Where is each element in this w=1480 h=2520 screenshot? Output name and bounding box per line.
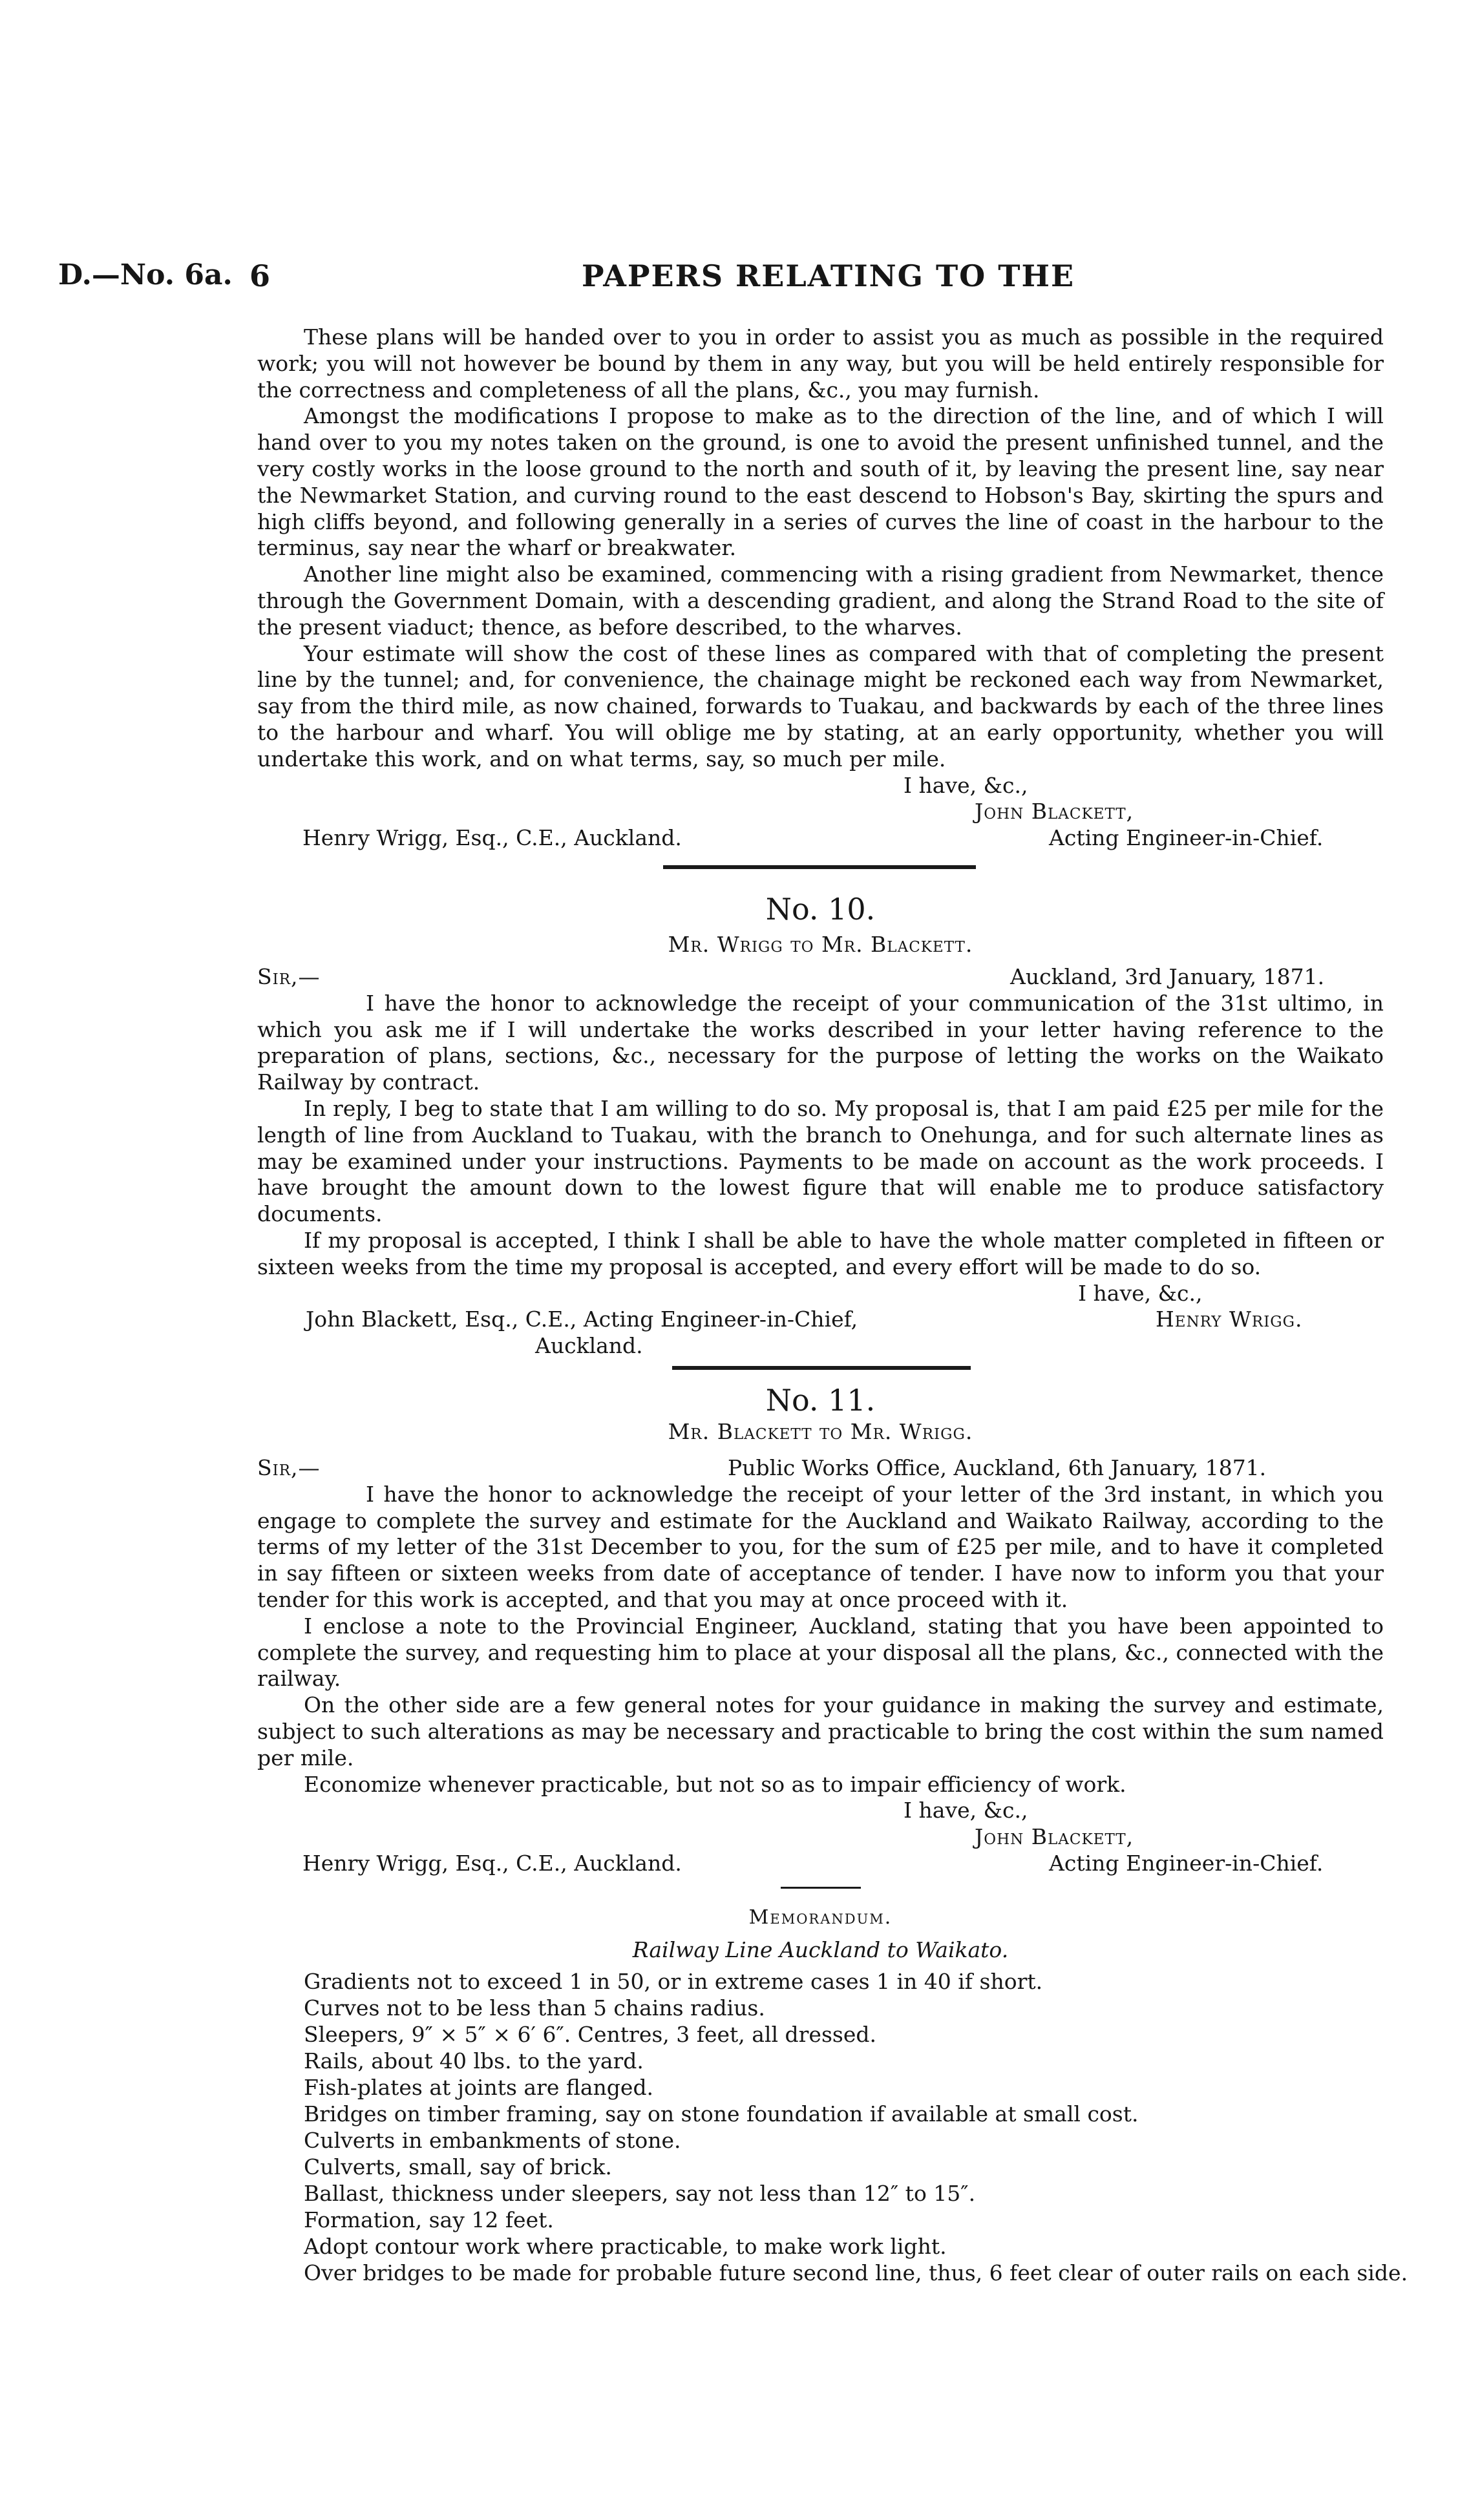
running-title: PAPERS RELATING TO THE (582, 258, 1075, 293)
memorandum-list (304, 1968, 1408, 2286)
paragraph: I have the honor to acknowledge the receipt of your communication of the 31st ultimo, in which you ask me if I will undertake the works described in your letter having reference to the preparation of plans, sections, &c., necessary for the purpose of letting the works on the Waikato Railway by contract. (257, 990, 1384, 1095)
addressee-block (257, 1307, 1384, 1333)
signature-block (257, 799, 1384, 825)
list-item: Curves not to be less than 5 chains radius. (304, 1995, 765, 2021)
signature: John Blackett, (975, 799, 1134, 824)
letter-10-body (257, 964, 1384, 1360)
paragraph: I enclose a note to the Provincial Engineer, Auckland, stating that you have been appointed to complete the survey, and requesting him to place at your disposal all the plans, &c., connected with the railway. (257, 1613, 1384, 1692)
list-item: Culverts, small, say of brick. (304, 2154, 612, 2179)
list-item: Culverts in embankments of stone. (304, 2128, 681, 2153)
list-item: Ballast, thickness under sleepers, say not less than 12″ to 15″. (304, 2181, 976, 2206)
letter-11-heading (257, 1419, 1384, 1444)
letter-number: No. 11. (765, 1383, 876, 1418)
signature: John Blackett, (975, 1824, 1134, 1850)
running-header (58, 258, 1422, 297)
section-divider (781, 1887, 861, 1889)
salutation-line (257, 1455, 1384, 1482)
list-item: Rails, about 40 lbs. to the yard. (304, 2048, 644, 2074)
section-divider (672, 1366, 971, 1370)
list-item: Formation, say 12 feet. (304, 2207, 554, 2232)
letter-heading: Mr. Wrigg to Mr. Blackett. (668, 932, 973, 957)
addressee-city: Auckland. (535, 1333, 643, 1359)
letter-10-number (257, 892, 1384, 927)
letter-11-body (257, 1455, 1384, 1877)
paragraph: Your estimate will show the cost of these lines as compared with that of completing the present line by the tunnel; and, for convenience, the chainage might be reckoned each way from Newmarket, say from the third mile, as now chained, forwards to Tuakau, and backwards by each of the three lines to the harbour and wharf. You will oblige me by stating, at an early opportunity, whether you will undertake this work, and on what terms, say, so much per mile. (257, 640, 1384, 772)
list-item: Over bridges to be made for probable future second line, thus, 6 feet clear of outer rails on each side. (304, 2260, 1408, 2285)
list-item: Adopt contour work where practicable, to make work light. (304, 2234, 947, 2259)
letter-10-heading (257, 932, 1384, 957)
paragraph: In reply, I beg to state that I am willing to do so. My proposal is, that I am paid £25 per mile for the length of line from Auckland to Tuakau, with the branch to Onehunga, and for such alternate lines as may be examined under your instructions. Payments to be made on account as the work proceeds. I have brought the amount down to the lowest figure that will enable me to produce satisfactory documents. (257, 1095, 1384, 1227)
paragraph: Amongst the modifications I propose to make as to the direction of the line, and of which I will hand over to you my notes taken on the ground, is one to avoid the present unfinished tunnel, and the very costly works in the loose ground to the north and south of it, by leaving the present line, say near the Newmarket Station, and curving round to the east descend to Hobson's Bay, skirting the spurs and high cliffs beyond, and following generally in a series of curves the line of coast in the harbour to the terminus, say near the wharf or breakwater. (257, 403, 1384, 561)
closing: I have, &c., (904, 772, 1028, 798)
place-date: Public Works Office, Auckland, 6th January, 1871. (728, 1455, 1267, 1480)
letter-9-continuation (257, 324, 1384, 852)
document-reference: D.—No. 6a. (58, 258, 233, 291)
paragraph: These plans will be handed over to you in order to assist you as much as possible in the required work; you will not however be bound by them in any way, but you will be held entirely responsible for the correctness and completeness of all the plans, &c., you may furnish. (257, 324, 1384, 403)
letter-number: No. 10. (765, 892, 876, 927)
addressee: John Blackett, Esq., C.E., Acting Engineer-in-Chief, (306, 1307, 858, 1332)
closing: I have, &c., (904, 1798, 1028, 1823)
paragraph: On the other side are a few general notes for your guidance in making the survey and estimate, subject to such alterations as may be necessary and practicable to bring the cost within the sum named per mile. (257, 1692, 1384, 1770)
signatory-title: Acting Engineer-in-Chief. (1049, 825, 1324, 851)
section-divider (663, 865, 976, 869)
signatory-title: Acting Engineer-in-Chief. (1049, 1850, 1324, 1876)
signature: Henry Wrigg. (1156, 1307, 1303, 1332)
page-number: 6 (249, 258, 271, 293)
closing-block (257, 1281, 1384, 1307)
salutation-line (257, 964, 1384, 991)
list-item: Fish-plates at joints are flanged. (304, 2075, 654, 2100)
paragraph: If my proposal is accepted, I think I shall be able to have the whole matter completed in fifteen or sixteen weeks from the time my proposal is accepted, and every effort will be made to do so. (257, 1227, 1384, 1279)
addressee-block (257, 1851, 1384, 1877)
addressee: Henry Wrigg, Esq., C.E., Auckland. (302, 1850, 682, 1876)
memorandum-title-line (257, 1906, 1384, 1929)
addressee-city-line (257, 1333, 1384, 1360)
list-item: Gradients not to exceed 1 in 50, or in extreme cases 1 in 40 if short. (304, 1969, 1043, 1994)
memorandum-subtitle-line (257, 1937, 1384, 1962)
letter-heading: Mr. Blackett to Mr. Wrigg. (668, 1419, 973, 1444)
closing-block (257, 1798, 1384, 1824)
closing: I have, &c., (1078, 1280, 1203, 1306)
letter-11-number (257, 1383, 1384, 1418)
memorandum-title: Memorandum. (748, 1906, 893, 1929)
closing-block (257, 773, 1384, 799)
salutation: Sir,— (257, 964, 321, 989)
addressee-block (257, 825, 1384, 852)
list-item: Bridges on timber framing, say on stone foundation if available at small cost. (304, 2101, 1139, 2126)
place-date: Auckland, 3rd January, 1871. (1010, 964, 1325, 989)
memorandum-subtitle: Railway Line Auckland to Waikato. (632, 1937, 1009, 1962)
list-item: Sleepers, 9″ × 5″ × 6′ 6″. Centres, 3 feet, all dressed. (304, 2022, 876, 2047)
paragraph: Economize whenever practicable, but not so as to impair efficiency of work. (304, 1771, 1126, 1797)
addressee: Henry Wrigg, Esq., C.E., Auckland. (302, 825, 682, 851)
paragraph: Another line might also be examined, commencing with a rising gradient from Newmarket, thence through the Government Domain, with a descending gradient, and along the Strand Road to the site of the present viaduct; thence, as before described, to the wharves. (257, 562, 1384, 640)
paragraph: I have the honor to acknowledge the receipt of your letter of the 3rd instant, in which you engage to complete the survey and estimate for the Auckland and Waikato Railway, according to the terms of my letter of the 31st December to you, for the sum of £25 per mile, and to have it completed in say fifteen or sixteen weeks from date of acceptance of tender. I have now to inform you that your tender for this work is accepted, and that you may at once proceed with it. (257, 1481, 1384, 1612)
signature-block (257, 1824, 1384, 1851)
salutation: Sir,— (257, 1455, 321, 1480)
